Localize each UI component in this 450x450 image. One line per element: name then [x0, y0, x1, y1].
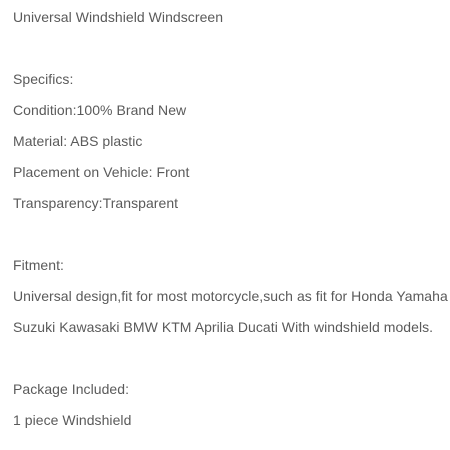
transparency-text: Transparency:Transparent	[13, 195, 179, 211]
package-heading: Package Included:	[13, 381, 130, 397]
placement-text: Placement on Vehicle: Front	[13, 164, 190, 180]
product-title: Universal Windshield Windscreen	[13, 9, 224, 25]
package-item: 1 piece Windshield	[13, 412, 132, 428]
specifics-heading: Specifics:	[13, 71, 74, 87]
condition-text: Condition:100% Brand New	[13, 102, 187, 118]
fitment-heading: Fitment:	[13, 257, 64, 273]
fitment-line-2: Suzuki Kawasaki BMW KTM Aprilia Ducati With windshield models.	[13, 319, 434, 335]
material-text: Material: ABS plastic	[13, 133, 143, 149]
fitment-line-1: Universal design,fit for most motorcycle,such as fit for Honda Yamaha	[13, 288, 448, 304]
